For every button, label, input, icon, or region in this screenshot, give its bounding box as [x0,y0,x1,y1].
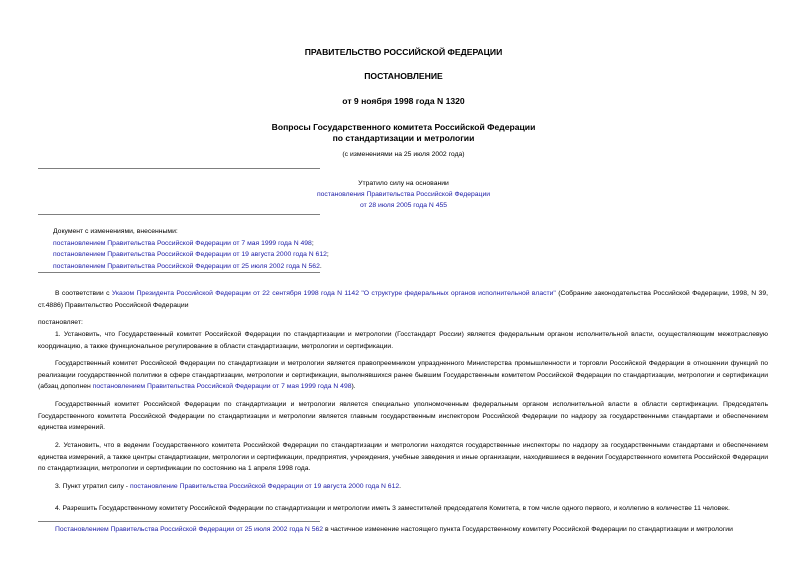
change-item: постановлением Правительства Российской Федерации от 7 мая 1999 года N 498; [53,239,314,247]
document-title-line-1: Вопросы Государственного комитета Российской Федерации [271,122,536,132]
separator-rule [38,521,320,522]
paragraph-3: 3. Пункт утратил силу - постановление Правительства Российской Федерации от 19 августа 2000 года N 612. [55,483,402,490]
decrees-label: постановляет: [38,319,83,326]
separator-rule [38,214,320,215]
separator-rule [38,272,320,273]
amendment-note: (с изменениями на 25 июля 2002 года) [342,151,465,158]
repeal-link-line-1[interactable]: постановления Правительства Российской Федерации [316,191,491,198]
government-heading: ПРАВИТЕЛЬСТВО РОССИЙСКОЙ ФЕДЕРАЦИИ [304,47,503,57]
repeal-text: Утратило силу на основании [358,180,449,187]
change-link[interactable]: постановлением Правительства Российской Федерации от 7 мая 1999 года N 498 [53,239,312,247]
paragraph-4: 4. Разрешить Государственному комитету Российской Федерации по стандартизации и метрологии иметь 3 заместителей председателя Комитета, в том числе одного первого, и коллегию в количестве 11 человек. [55,505,730,512]
changes-intro: Документ с изменениями, внесенными: [53,228,178,235]
paragraph-succession: Государственный комитет Российской Федерации по стандартизации и метрологии является правопреемником упраздненного Министерства промышленности и торговли Российской Федерации в отношении функций по реализации государственной политики в сфере стандартизации, метрологии и сертификации, выполнявшихся ранее бывшим Государственным комитетом Российской Федерации по стандартизации, метрологии и сертификации (абзац дополнен постановлением Правительства Российской Федерации от 7 мая 1999 года N 498). [38,360,768,391]
document-title-line-2: по стандартизации и метрологии [332,133,475,143]
change-link[interactable]: постановлением Правительства Российской Федерации от 25 июля 2002 года N 562 [53,262,320,270]
paragraph-1: 1. Установить, что Государственный комитет Российской Федерации по стандартизации и метрологии (Госстандарт России) является федеральным органом исполнительной власти, осуществляющим межотраслевую координацию, а также функциональное регулирование в области стандартизации, метрологии и сертификации. [38,331,768,350]
change-link[interactable]: постановлением Правительства Российской Федерации от 19 августа 2000 года N 612 [53,251,327,258]
paragraph-amendment-note: Постановлением Правительства Российской Федерации от 25 июля 2002 года N 562 в частичное изменение настоящего пункта Государственному комитету Российской Федерации по стандартизации и метрологии [55,526,733,533]
separator-rule [38,168,320,169]
changes-list [53,226,329,272]
change-item: постановлением Правительства Российской Федерации от 25 июля 2002 года N 562. [53,262,322,270]
paragraph-2: 2. Установить, что в ведении Государственного комитета Российской Федерации по стандартизации и метрологии находятся государственные инспекторы по надзору за государственными стандартами и обеспечением единства измерений, а также центры стандартизации, метрологии и сертификации, предприятия, учреждения, учебные заведения и иные организации, находившиеся в ведении Государственного комитета Российской Федерации по стандартизации, метрологии и сертификации по состоянию на 1 апреля 1998 года. [38,442,768,473]
document-date-number: от 9 ноября 1998 года N 1320 [342,96,465,106]
repeal-link-line-2[interactable]: от 28 июля 2005 года N 455 [359,202,448,209]
paragraph-preamble: В соответствии с Указом Президента Российской Федерации от 22 сентября 1998 года N 1142 "О структуре федеральных органов исполнительной власти" (Собрание законодательства Российской Федерации, 1998, N 39, ст.4886) Правительство Российской Федерации [38,290,768,309]
amendment-link[interactable]: постановлением Правительства Российской Федерации от 7 мая 1999 года N 498 [92,383,352,391]
paragraph-certification: Государственный комитет Российской Федерации по стандартизации и метрологии является специально уполномоченным федеральным органом исполнительной власти в области сертификации. Председатель Государственного комитета Российской Федерации по стандартизации и метрологии является главным государственным инспектором Российской Федерации по надзору за государственными стандартами и обеспечением единства измерений. [38,401,768,432]
repeal-notice [0,178,807,211]
amendment-2002-link[interactable]: Постановлением Правительства Российской Федерации от 25 июля 2002 года N 562 [55,526,324,533]
document-type-heading: ПОСТАНОВЛЕНИЕ [364,71,443,81]
presidential-decree-link[interactable]: Указом Президента Российской Федерации от 22 сентября 1998 года N 1142 "О структуре федеральных органов исполнительной власти" [111,290,556,297]
repeal-reference-link[interactable]: постановление Правительства Российской Федерации от 19 августа 2000 года N 612 [129,483,400,490]
change-item: постановлением Правительства Российской Федерации от 19 августа 2000 года N 612; [53,251,329,258]
